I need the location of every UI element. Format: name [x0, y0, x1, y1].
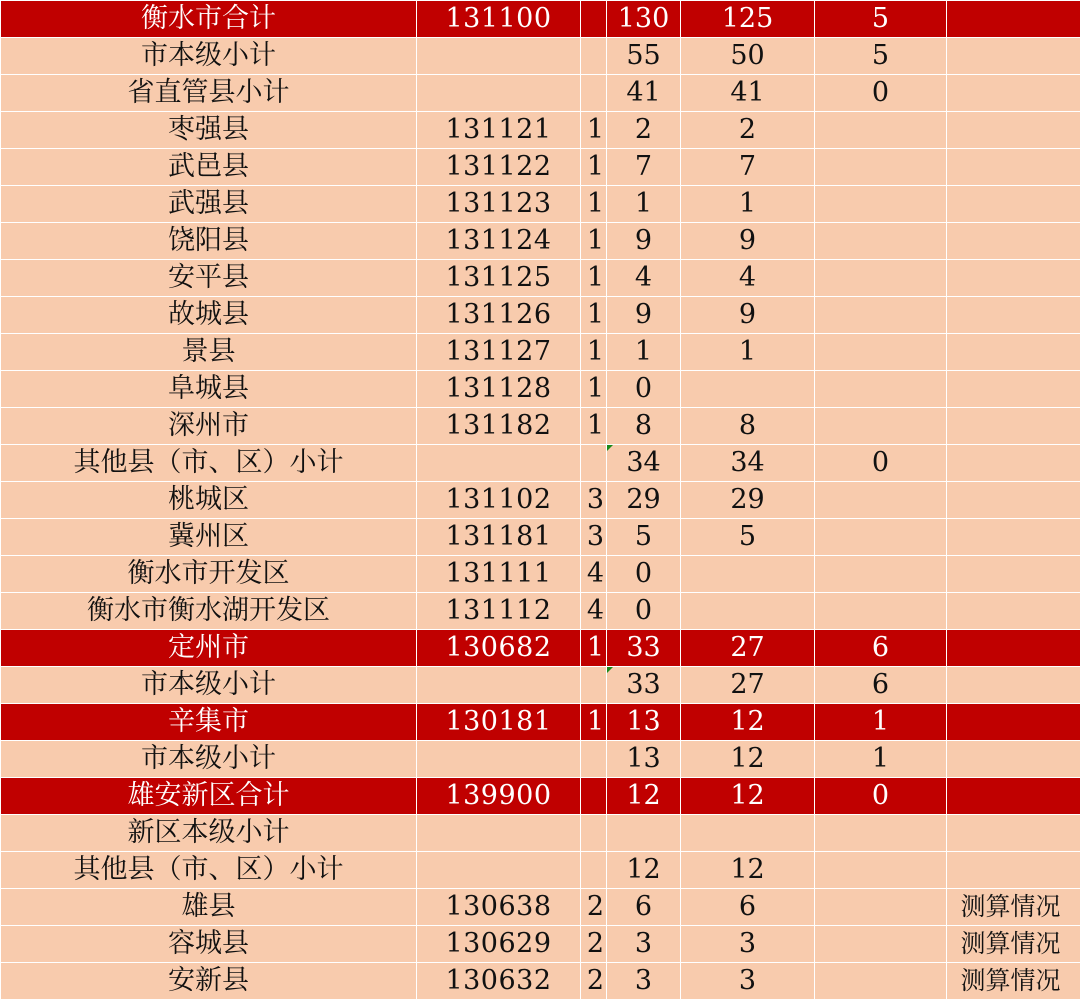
cell-name: 衡水市开发区: [1, 556, 417, 593]
cell-code: 131124: [417, 223, 581, 260]
table-row: [1, 963, 1080, 1000]
cell-note: [947, 38, 1080, 75]
cell-code: 131112: [417, 593, 581, 630]
cell-note: [947, 408, 1080, 445]
table-row-total: [1, 704, 1080, 741]
cell-value-1: 41: [607, 75, 681, 112]
cell-difference: [815, 889, 947, 926]
table-row: [1, 334, 1080, 371]
cell-value-1: 55: [607, 38, 681, 75]
cell-note: [947, 1, 1080, 38]
cell-type: 1: [581, 112, 607, 149]
table-row: [1, 75, 1080, 112]
cell-value-1: 13: [607, 704, 681, 741]
table-row: [1, 223, 1080, 260]
cell-value-2: 7: [681, 149, 815, 186]
cell-value-2: 9: [681, 223, 815, 260]
cell-note: [947, 445, 1080, 482]
cell-type: [581, 75, 607, 112]
cell-difference: 0: [815, 75, 947, 112]
cell-value-2: 3: [681, 963, 815, 1000]
cell-name: 雄县: [1, 889, 417, 926]
cell-type: 3: [581, 519, 607, 556]
cell-code: [417, 75, 581, 112]
cell-note: [947, 75, 1080, 112]
cell-type: [581, 38, 607, 75]
cell-name: 景县: [1, 334, 417, 371]
cell-code: 131111: [417, 556, 581, 593]
table-row-total: [1, 1, 1080, 38]
cell-name: 衡水市衡水湖开发区: [1, 593, 417, 630]
cell-value-1: 0: [607, 371, 681, 408]
cell-difference: [815, 815, 947, 852]
cell-name: 新区本级小计: [1, 815, 417, 852]
cell-type: 1: [581, 371, 607, 408]
cell-code: 130682: [417, 630, 581, 667]
cell-value-2: 3: [681, 926, 815, 963]
cell-value-2: 27: [681, 630, 815, 667]
cell-name: 市本级小计: [1, 741, 417, 778]
cell-code: 139900: [417, 778, 581, 815]
cell-type: [581, 815, 607, 852]
comment-flag-icon: [607, 445, 613, 451]
table-row: [1, 482, 1080, 519]
cell-difference: [815, 408, 947, 445]
table-row: [1, 926, 1080, 963]
cell-code: 131100: [417, 1, 581, 38]
cell-type: [581, 667, 607, 704]
cell-difference: 1: [815, 704, 947, 741]
cell-note: [947, 815, 1080, 852]
cell-code: 131128: [417, 371, 581, 408]
cell-type: 1: [581, 630, 607, 667]
cell-name: 安新县: [1, 963, 417, 1000]
table-row: [1, 38, 1080, 75]
cell-value-2: 34: [681, 445, 815, 482]
cell-note: [947, 186, 1080, 223]
table-row: [1, 149, 1080, 186]
table-row: [1, 519, 1080, 556]
cell-value-2: 12: [681, 704, 815, 741]
cell-difference: [815, 593, 947, 630]
cell-difference: [815, 963, 947, 1000]
cell-value-2: 8: [681, 408, 815, 445]
cell-difference: [815, 852, 947, 889]
cell-difference: [815, 149, 947, 186]
cell-code: 130632: [417, 963, 581, 1000]
table-row-total: [1, 778, 1080, 815]
cell-value-1: 33: [607, 667, 681, 704]
cell-type: 1: [581, 297, 607, 334]
cell-value-1: 12: [607, 778, 681, 815]
cell-code: [417, 741, 581, 778]
cell-name: 饶阳县: [1, 223, 417, 260]
cell-type: 1: [581, 186, 607, 223]
cell-code: 131182: [417, 408, 581, 445]
cell-value-1: [607, 815, 681, 852]
table-row-total: [1, 630, 1080, 667]
cell-value-2: 41: [681, 75, 815, 112]
cell-name: 阜城县: [1, 371, 417, 408]
cell-type: 2: [581, 889, 607, 926]
cell-value-1: 29: [607, 482, 681, 519]
cell-difference: 6: [815, 667, 947, 704]
cell-value-2: [681, 593, 815, 630]
cell-type: 1: [581, 334, 607, 371]
cell-note: [947, 260, 1080, 297]
cell-name: 市本级小计: [1, 667, 417, 704]
cell-code: [417, 667, 581, 704]
cell-value-1: 3: [607, 963, 681, 1000]
cell-difference: [815, 260, 947, 297]
cell-type: 1: [581, 223, 607, 260]
cell-difference: [815, 112, 947, 149]
table-row: [1, 297, 1080, 334]
table-row: [1, 889, 1080, 926]
cell-value-2: 2: [681, 112, 815, 149]
cell-type: 2: [581, 926, 607, 963]
cell-value-1: 34: [607, 445, 681, 482]
cell-note: [947, 223, 1080, 260]
cell-value-1: 8: [607, 408, 681, 445]
cell-type: [581, 778, 607, 815]
cell-type: 4: [581, 593, 607, 630]
table-row: [1, 667, 1080, 704]
cell-note: 测算情况: [947, 963, 1080, 1000]
cell-code: 131181: [417, 519, 581, 556]
comment-flag-icon: [607, 667, 613, 673]
cell-note: [947, 741, 1080, 778]
cell-name: 桃城区: [1, 482, 417, 519]
cell-code: 130629: [417, 926, 581, 963]
cell-value-2: 5: [681, 519, 815, 556]
cell-difference: [815, 926, 947, 963]
cell-note: [947, 371, 1080, 408]
cell-value-2: 50: [681, 38, 815, 75]
cell-note: [947, 334, 1080, 371]
cell-code: 130638: [417, 889, 581, 926]
table-body: [1, 1, 1080, 1000]
cell-value-1: 5: [607, 519, 681, 556]
cell-value-2: 9: [681, 297, 815, 334]
cell-difference: [815, 334, 947, 371]
cell-code: 131127: [417, 334, 581, 371]
cell-value-2: 12: [681, 852, 815, 889]
cell-note: [947, 778, 1080, 815]
cell-type: 1: [581, 149, 607, 186]
cell-code: [417, 852, 581, 889]
cell-difference: [815, 223, 947, 260]
cell-difference: [815, 519, 947, 556]
cell-name: 深州市: [1, 408, 417, 445]
cell-value-1: 9: [607, 297, 681, 334]
cell-note: [947, 297, 1080, 334]
cell-note: 测算情况: [947, 889, 1080, 926]
cell-code: 131121: [417, 112, 581, 149]
cell-note: [947, 593, 1080, 630]
table-row: [1, 408, 1080, 445]
cell-note: [947, 667, 1080, 704]
cell-difference: 6: [815, 630, 947, 667]
cell-type: [581, 852, 607, 889]
cell-value-2: 6: [681, 889, 815, 926]
cell-note: [947, 704, 1080, 741]
cell-name: 衡水市合计: [1, 1, 417, 38]
cell-name: 安平县: [1, 260, 417, 297]
cell-code: 130181: [417, 704, 581, 741]
cell-code: 131123: [417, 186, 581, 223]
cell-value-1: 4: [607, 260, 681, 297]
cell-type: 3: [581, 482, 607, 519]
table-row: [1, 371, 1080, 408]
cell-difference: [815, 186, 947, 223]
cell-type: 2: [581, 963, 607, 1000]
cell-name: 省直管县小计: [1, 75, 417, 112]
cell-difference: 0: [815, 445, 947, 482]
cell-code: 131122: [417, 149, 581, 186]
cell-value-1: 12: [607, 852, 681, 889]
cell-value-1: 6: [607, 889, 681, 926]
cell-code: [417, 445, 581, 482]
cell-value-2: 29: [681, 482, 815, 519]
cell-value-1: 0: [607, 593, 681, 630]
cell-note: [947, 630, 1080, 667]
cell-code: [417, 815, 581, 852]
cell-difference: 5: [815, 38, 947, 75]
cell-name: 武强县: [1, 186, 417, 223]
cell-name: 市本级小计: [1, 38, 417, 75]
cell-value-1: 3: [607, 926, 681, 963]
cell-value-2: 1: [681, 334, 815, 371]
table-row: [1, 741, 1080, 778]
cell-note: [947, 556, 1080, 593]
cell-name: 武邑县: [1, 149, 417, 186]
cell-value-1: 7: [607, 149, 681, 186]
cell-name: 其他县（市、区）小计: [1, 852, 417, 889]
cell-value-1: 0: [607, 556, 681, 593]
cell-type: [581, 1, 607, 38]
cell-value-2: [681, 815, 815, 852]
table-row: [1, 593, 1080, 630]
cell-note: [947, 519, 1080, 556]
cell-type: [581, 741, 607, 778]
table-row: [1, 815, 1080, 852]
cell-difference: 0: [815, 778, 947, 815]
table-row: [1, 445, 1080, 482]
cell-type: 4: [581, 556, 607, 593]
cell-value-1: 1: [607, 334, 681, 371]
cell-difference: 1: [815, 741, 947, 778]
cell-value-2: 125: [681, 1, 815, 38]
cell-value-1: 13: [607, 741, 681, 778]
cell-code: [417, 38, 581, 75]
table-row: [1, 556, 1080, 593]
cell-note: 测算情况: [947, 926, 1080, 963]
cell-difference: 5: [815, 1, 947, 38]
cell-value-1: 33: [607, 630, 681, 667]
cell-code: 131125: [417, 260, 581, 297]
cell-value-1: 9: [607, 223, 681, 260]
cell-value-2: 27: [681, 667, 815, 704]
cell-value-2: [681, 371, 815, 408]
table-row: [1, 852, 1080, 889]
cell-name: 辛集市: [1, 704, 417, 741]
cell-name: 容城县: [1, 926, 417, 963]
cell-value-2: [681, 556, 815, 593]
cell-note: [947, 482, 1080, 519]
cell-name: 冀州区: [1, 519, 417, 556]
cell-difference: [815, 297, 947, 334]
cell-name: 其他县（市、区）小计: [1, 445, 417, 482]
cell-note: [947, 112, 1080, 149]
table-row: [1, 112, 1080, 149]
cell-code: 131126: [417, 297, 581, 334]
cell-type: 1: [581, 260, 607, 297]
cell-type: 1: [581, 408, 607, 445]
cell-note: [947, 852, 1080, 889]
cell-name: 定州市: [1, 630, 417, 667]
cell-name: 枣强县: [1, 112, 417, 149]
cell-name: 雄安新区合计: [1, 778, 417, 815]
cell-value-2: 12: [681, 741, 815, 778]
cell-value-1: 2: [607, 112, 681, 149]
cell-value-2: 4: [681, 260, 815, 297]
cell-name: 故城县: [1, 297, 417, 334]
cell-type: [581, 445, 607, 482]
cell-difference: [815, 371, 947, 408]
cell-difference: [815, 556, 947, 593]
cell-type: 1: [581, 704, 607, 741]
cell-value-1: 1: [607, 186, 681, 223]
cell-value-2: 12: [681, 778, 815, 815]
cell-value-2: 1: [681, 186, 815, 223]
table-row: [1, 260, 1080, 297]
cell-difference: [815, 482, 947, 519]
cell-code: 131102: [417, 482, 581, 519]
cell-value-1: 130: [607, 1, 681, 38]
cell-note: [947, 149, 1080, 186]
table-row: [1, 186, 1080, 223]
